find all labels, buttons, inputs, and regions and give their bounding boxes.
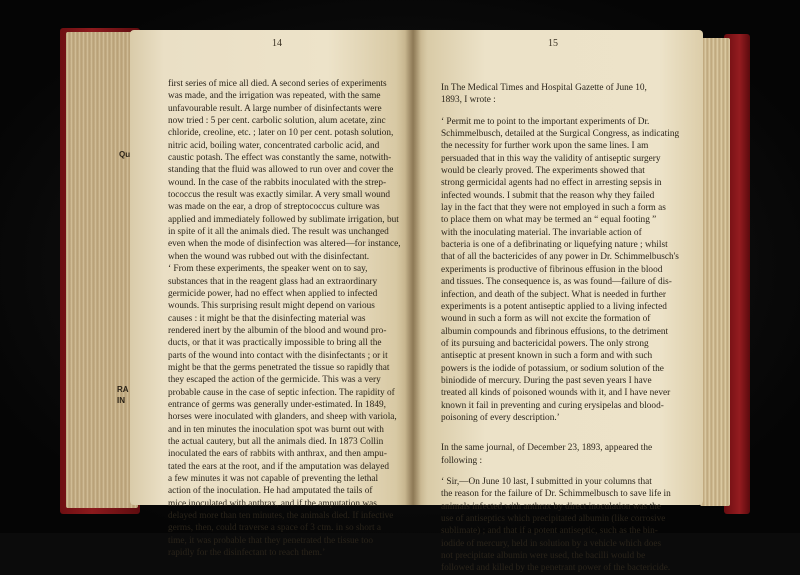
text-line: germs, then, could traverse a space of 3 ctm. in so short a [168, 523, 381, 534]
text-line: ducts, or that it was practically impossible to bring all the [168, 338, 382, 349]
quote-line: powers is the iodide of potassium, or sodium solution of the [441, 363, 664, 374]
letter-line: iodide of mercury, held in solution by a vehicle which does [441, 538, 662, 549]
text-line: standing that the fluid was allowed to run over and cover the [168, 165, 394, 176]
text-line: even when the mode of disinfection was altered—for instance, [168, 239, 401, 250]
quote-line: infection, and death of the subject. What is needed in further [441, 289, 666, 300]
right-page-edges [700, 38, 730, 506]
text-line: when the wound was rubbed out with the disinfectant. [168, 251, 370, 262]
page-number-right: 15 [548, 38, 558, 49]
quote-line: bacteria is one of a defibrinating or liquefying nature ; whilst [441, 240, 668, 251]
text-line: might be that the germs penetrated the tissue so rapidly that [168, 362, 390, 373]
text-line: was made on the ear, a drop of streptococcus culture was [168, 202, 380, 213]
text-line: horses were inoculated with glanders, and sheep with variola, [168, 412, 397, 423]
intro-line: following : [441, 455, 483, 466]
quote-line: with the inoculating material. The invariable action of [441, 227, 642, 238]
text-line: wound. In the case of the rabbits inoculated with the strep- [168, 177, 387, 188]
quote-line: known it fail in preventing and curing erysipelas and blood- [441, 400, 664, 411]
quote-line: persuaded that in this way the validity of antiseptic surgery [441, 153, 661, 164]
text-line: a few minutes it was not capable of preventing the lethal [168, 474, 379, 484]
text-line: now tried : 5 per cent. carbolic solution, alum acetate, zinc [168, 116, 386, 127]
text-line: chloride, creoline, etc. ; later on 10 per cent. potash solution, [168, 128, 394, 139]
quote-line: experiments is productive of fibrinous effusion in the blood [441, 264, 663, 275]
intro-line: In the same journal, of December 23, 1893, appeared the [441, 443, 653, 454]
letter-line: the reason for the failure of Dr. Schimmelbusch to save life in [441, 489, 671, 500]
quote-line: strong germicidal agents had no effect in arresting sepsis in [441, 178, 662, 189]
letter-line: sublimate) ; and that if a potent antiseptic, such as the bin- [441, 526, 658, 537]
letter-line: animals infected with anthrax by direct inoculation was the [441, 501, 661, 512]
text-line: first series of mice all died. A second series of experiments [168, 79, 387, 89]
text-line: rendered inert by the albumin of the blood and wound pro- [168, 325, 387, 336]
page-number-left: 14 [272, 38, 282, 49]
quote-line: ‘ Permit me to point to the important experiments of Dr. [441, 116, 650, 127]
quote-line: of its pursuing and bactericidal powers. The only strong [441, 338, 649, 349]
margin-fragment-lower-2: IN [117, 396, 125, 405]
text-line: ‘ From these experiments, the speaker went on to say, [168, 264, 368, 275]
text-line: entrance of germs was generally under-estimated. In 1849, [168, 399, 386, 410]
text-line: in spite of it all the animals died. The result was unchanged [168, 227, 389, 238]
text-line: delayed more than ten minutes, the animals died. If infective [168, 511, 394, 522]
margin-fragment-lower-1: RA [117, 385, 129, 394]
text-line: time, it was probable that they penetrated the tissue too [168, 535, 373, 546]
text-line: germicide power, had no effect when applied to infected [168, 288, 378, 299]
letter-line: use of antiseptics which precipitated albumin (like corrosive [441, 514, 666, 524]
letter-line: not precipitate albumin were used, the bacilli would be [441, 551, 646, 562]
text-line: applied and immediately followed by sublimate irrigation, but [168, 214, 399, 225]
intro-line: In The Medical Times and Hospital Gazette of June 10, [441, 83, 647, 93]
quote-line: that of all the bactericides of any power in Dr. Schimmelbusch's [441, 252, 679, 263]
quote-line: treated all kinds of poisoned wounds with it, and I have never [441, 388, 671, 399]
quote-line: would be clearly proved. The experiments showed that [441, 166, 645, 177]
text-line: mice inoculated with anthrax, and if the amputation was [168, 498, 377, 509]
text-line: parts of the wound into contact with the disinfectants ; or it [168, 350, 388, 361]
text-line: tated the ears at the root, and if the amputation was delayed [168, 461, 389, 472]
text-line: inoculated the ears of rabbits with anthrax, and then ampu- [168, 449, 387, 460]
margin-fragment-upper: Qu [119, 150, 131, 159]
text-line: and in ten minutes the inoculation spot was burnt out with [168, 424, 384, 435]
quote-line: experiments is a potent antiseptic applied to a living infected [441, 301, 667, 312]
left-page-text [168, 78, 406, 559]
quote-line: albumin compounds and fibrinous effusions, to the detriment [441, 326, 669, 337]
book-gutter [405, 30, 421, 505]
text-line: probable cause in the case of septic infection. The rapidity of [168, 387, 395, 398]
text-line: tococcus the result was exactly similar. A very small wound [168, 190, 391, 201]
text-line: rapidly for the disinfectant to reach them.’ [168, 548, 326, 559]
right-page [413, 30, 703, 574]
text-line: was made, and the irrigation was repeated, with the same [168, 91, 381, 102]
left-page [130, 30, 413, 559]
left-page-edges [66, 32, 138, 508]
text-line: unfavourable result. A large number of disinfectants were [168, 103, 382, 114]
quote-line: to place them on what may be termed an “ equal footing ” [441, 215, 657, 226]
text-line: substances that in the reagent glass had an extraordinary [168, 276, 378, 287]
letter-line: followed and killed by the penetrant power of the bactericide. [441, 563, 671, 574]
quote-line: infected wounds. I submit that the reason why they failed [441, 190, 655, 201]
text-line: they escaped the action of the germicide. This was a very [168, 375, 381, 386]
text-line: nitric acid, boiling water, concentrated carbolic acid, and [168, 140, 380, 151]
quote-line: the necessity for further work upon the same lines. I am [441, 141, 649, 152]
quote-line: antiseptic at present known in such a form and with such [441, 351, 653, 362]
right-page-text [441, 82, 686, 575]
quote-line: lay in the fact that they were not employed in such a form as [441, 203, 666, 214]
letter-line: ‘ Sir,—On June 10 last, I submitted in your columns that [441, 476, 652, 487]
text-line: action of the inoculation. He had amputated the tails of [168, 486, 373, 497]
text-line: causes : it might be that the disinfecting material was [168, 313, 366, 324]
quote-line: wound in such a form as will not excite the formation of [441, 314, 651, 325]
quote-line: and tissues. The consequence is, as was found—failure of dis- [441, 277, 672, 288]
intro-line: 1893, I wrote : [441, 95, 496, 106]
quote-line: biniodide of mercury. During the past seven years I have [441, 375, 652, 386]
text-line: caustic potash. The effect was constantly the same, notwith- [168, 153, 392, 164]
text-line: wounds. This surprising result might depend on various [168, 301, 375, 312]
quote-line: poisoning of every description.’ [441, 412, 560, 423]
quote-line: Schimmelbusch, detailed at the Surgical Congress, as indicating [441, 129, 680, 140]
text-line: the actual cautery, but all the animals died. In 1873 Collin [168, 436, 384, 447]
